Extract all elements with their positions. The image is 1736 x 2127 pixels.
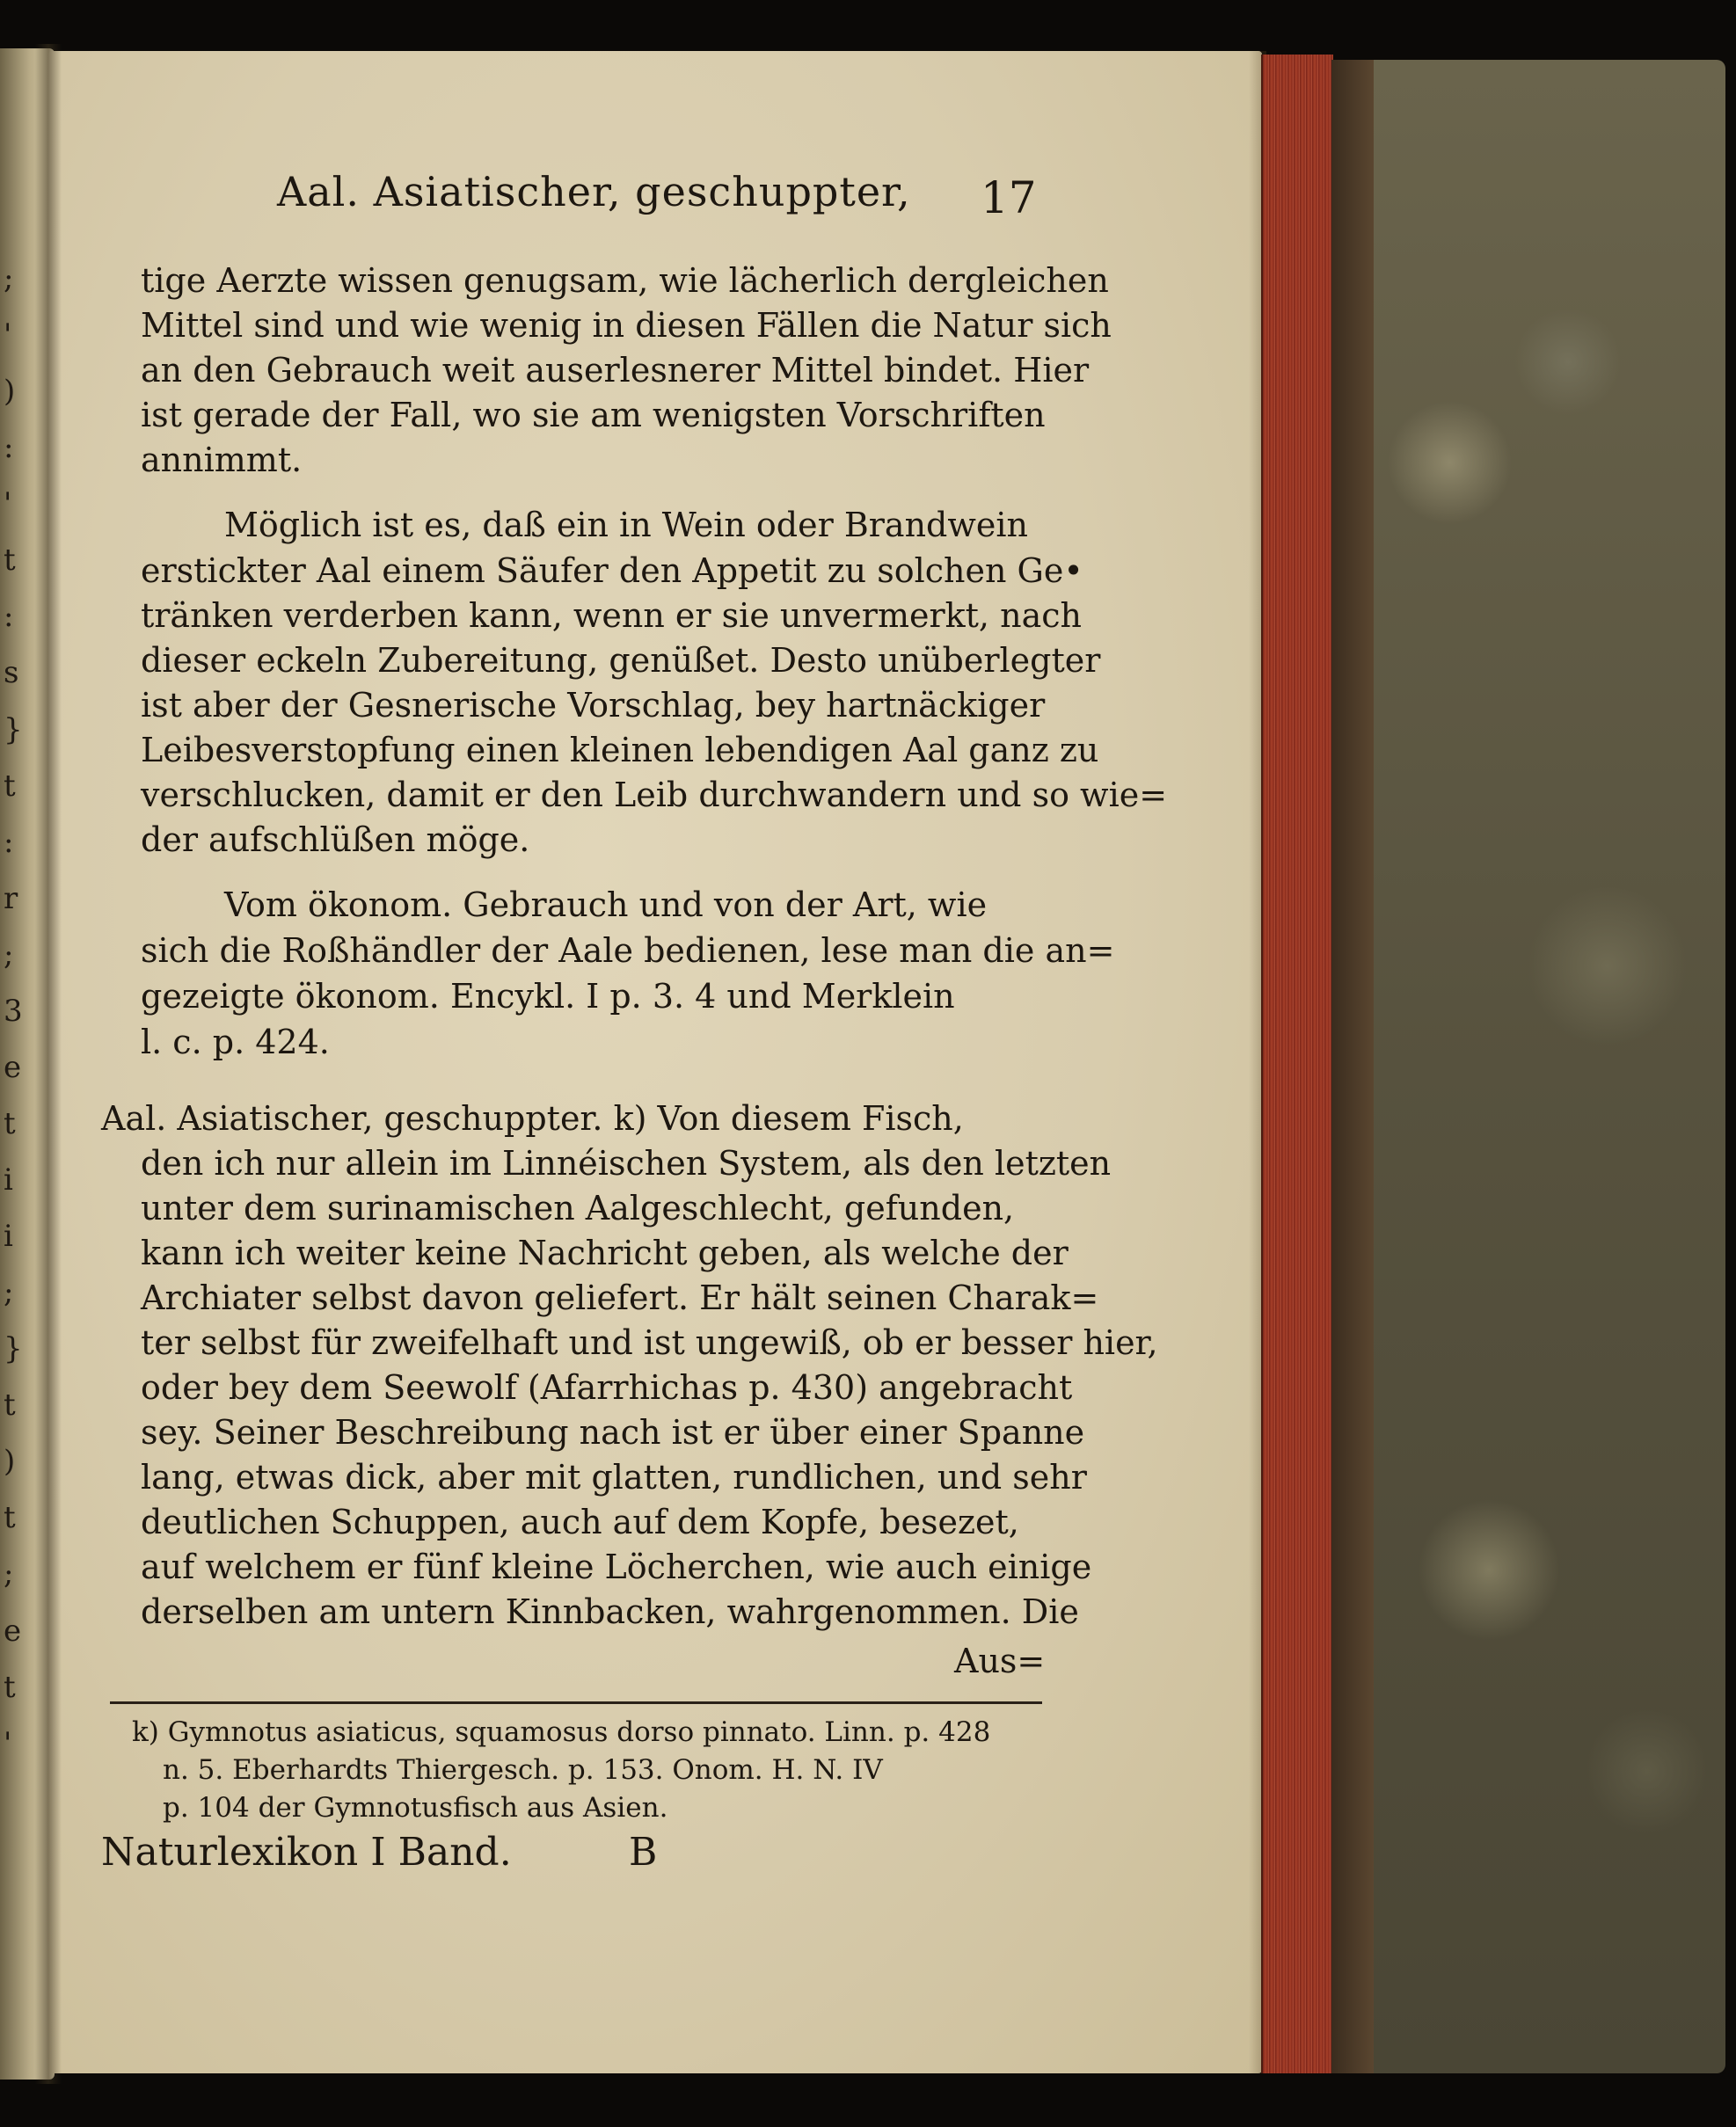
left-page-mark: t — [4, 768, 16, 804]
left-page-mark: i — [4, 1162, 13, 1198]
left-page-mark: t — [4, 543, 16, 579]
left-page-mark: s — [4, 655, 19, 691]
text-line: ter selbst für zweifelhaft und ist ungewiß, ob er besser hier, — [141, 1323, 1158, 1362]
left-page-mark: e — [4, 1049, 22, 1085]
left-page-mark: ; — [4, 1275, 14, 1311]
left-page-mark: t — [4, 1105, 16, 1141]
text-line: den ich nur allein im Linnéischen System, als den letzten — [141, 1144, 1112, 1183]
text-line: Aal. Asiatischer, geschuppter. k) Von diesem Fisch, — [101, 1099, 964, 1138]
text-line: Vom ökonom. Gebrauch und von der Art, wie — [224, 885, 988, 924]
text-line: oder bey dem Seewolf (Afarrhichas p. 430) angebracht — [141, 1368, 1073, 1407]
running-head: Aal. Asiatischer, geschuppter, — [277, 168, 911, 215]
left-page-mark: ' — [4, 486, 12, 522]
text-line: ist gerade der Fall, wo sie am wenigsten Vorschriften — [141, 396, 1046, 434]
text-line: tige Aerzte wissen genugsam, wie lächerlich dergleichen — [141, 261, 1109, 300]
left-page-mark: ) — [4, 374, 16, 410]
text-line: lang, etwas dick, aber mit glatten, rundlichen, und sehr — [141, 1458, 1087, 1497]
text-line: auf welchem er fünf kleine Löcherchen, wie auch einige — [141, 1548, 1092, 1586]
left-page-mark: r — [4, 880, 18, 916]
footnote-line: p. 104 der Gymnotusfisch aus Asien. — [163, 1792, 668, 1824]
left-page-mark: 3 — [4, 993, 23, 1029]
text-line: gezeigte ökonom. Encykl. I p. 3. 4 und Merklein — [141, 977, 955, 1016]
text-line: verschlucken, damit er den Leib durchwandern und so wie= — [141, 776, 1168, 814]
signature-title: Naturlexikon I Band. — [101, 1830, 512, 1875]
text-line: ist aber der Gesnerische Vorschlag, bey hartnäckiger — [141, 686, 1046, 725]
left-page-mark: ' — [4, 317, 12, 353]
left-page-mark: ; — [4, 1556, 14, 1592]
text-line: sich die Roßhändler der Aale bedienen, lese man die an= — [141, 931, 1115, 970]
text-line: deutlichen Schuppen, auch auf dem Kopfe, besezet, — [141, 1503, 1019, 1541]
text-line: kann ich weiter keine Nachricht geben, als welche der — [141, 1234, 1069, 1272]
text-line: tränken verderben kann, wenn er sie unvermerkt, nach — [141, 596, 1082, 635]
page-number: 17 — [981, 172, 1037, 223]
left-page-mark: : — [4, 824, 14, 860]
left-page-mark: t — [4, 1500, 16, 1536]
footnote-line: n. 5. Eberhardts Thiergesch. p. 153. Onom. H. N. IV — [163, 1754, 883, 1786]
left-page-mark: e — [4, 1613, 22, 1649]
footnote-line: k) Gymnotus asiaticus, squamosus dorso pinnato. Linn. p. 428 — [132, 1716, 991, 1748]
footnote-rule — [110, 1701, 1042, 1704]
text-line: sey. Seiner Beschreibung nach ist er über einer Spanne — [141, 1413, 1085, 1452]
left-page-mark: ) — [4, 1444, 16, 1480]
left-page-mark: t — [4, 1669, 16, 1705]
text-line: Archiater selbst davon geliefert. Er hält seinen Charak= — [141, 1278, 1099, 1317]
signature-mark: B — [629, 1830, 658, 1875]
left-page-mark: ; — [4, 261, 14, 296]
left-page-mark: : — [4, 599, 14, 635]
left-page-mark: ; — [4, 936, 14, 972]
text-line: annimmt. — [141, 441, 303, 479]
text-line: unter dem surinamischen Aalgeschlecht, gefunden, — [141, 1189, 1015, 1227]
left-page-mark: } — [4, 711, 23, 747]
text-line: erstickter Aal einem Säufer den Appetit zu solchen Ge• — [141, 551, 1083, 590]
text-line: derselben am untern Kinnbacken, wahrgenommen. Die — [141, 1592, 1079, 1631]
text-line: der aufschlüßen möge. — [141, 820, 530, 859]
text-line: dieser eckeln Zubereitung, genüßet. Desto unüberlegter — [141, 641, 1101, 680]
catchword: Aus= — [954, 1642, 1046, 1680]
left-page-mark: : — [4, 430, 14, 466]
text-line: Leibesverstopfung einen kleinen lebendigen Aal ganz zu — [141, 731, 1099, 769]
left-page-mark: ' — [4, 1725, 12, 1761]
text-line: l. c. p. 424. — [141, 1023, 330, 1061]
left-page-mark: t — [4, 1388, 16, 1424]
left-page-mark: i — [4, 1219, 13, 1255]
text-line: an den Gebrauch weit auserlesnerer Mittel bindet. Hier — [141, 351, 1090, 390]
text-line: Mittel sind und wie wenig in diesen Fällen die Natur sich — [141, 306, 1112, 345]
left-page-mark: } — [4, 1331, 23, 1367]
text-line: Möglich ist es, daß ein in Wein oder Brandwein — [224, 506, 1029, 544]
